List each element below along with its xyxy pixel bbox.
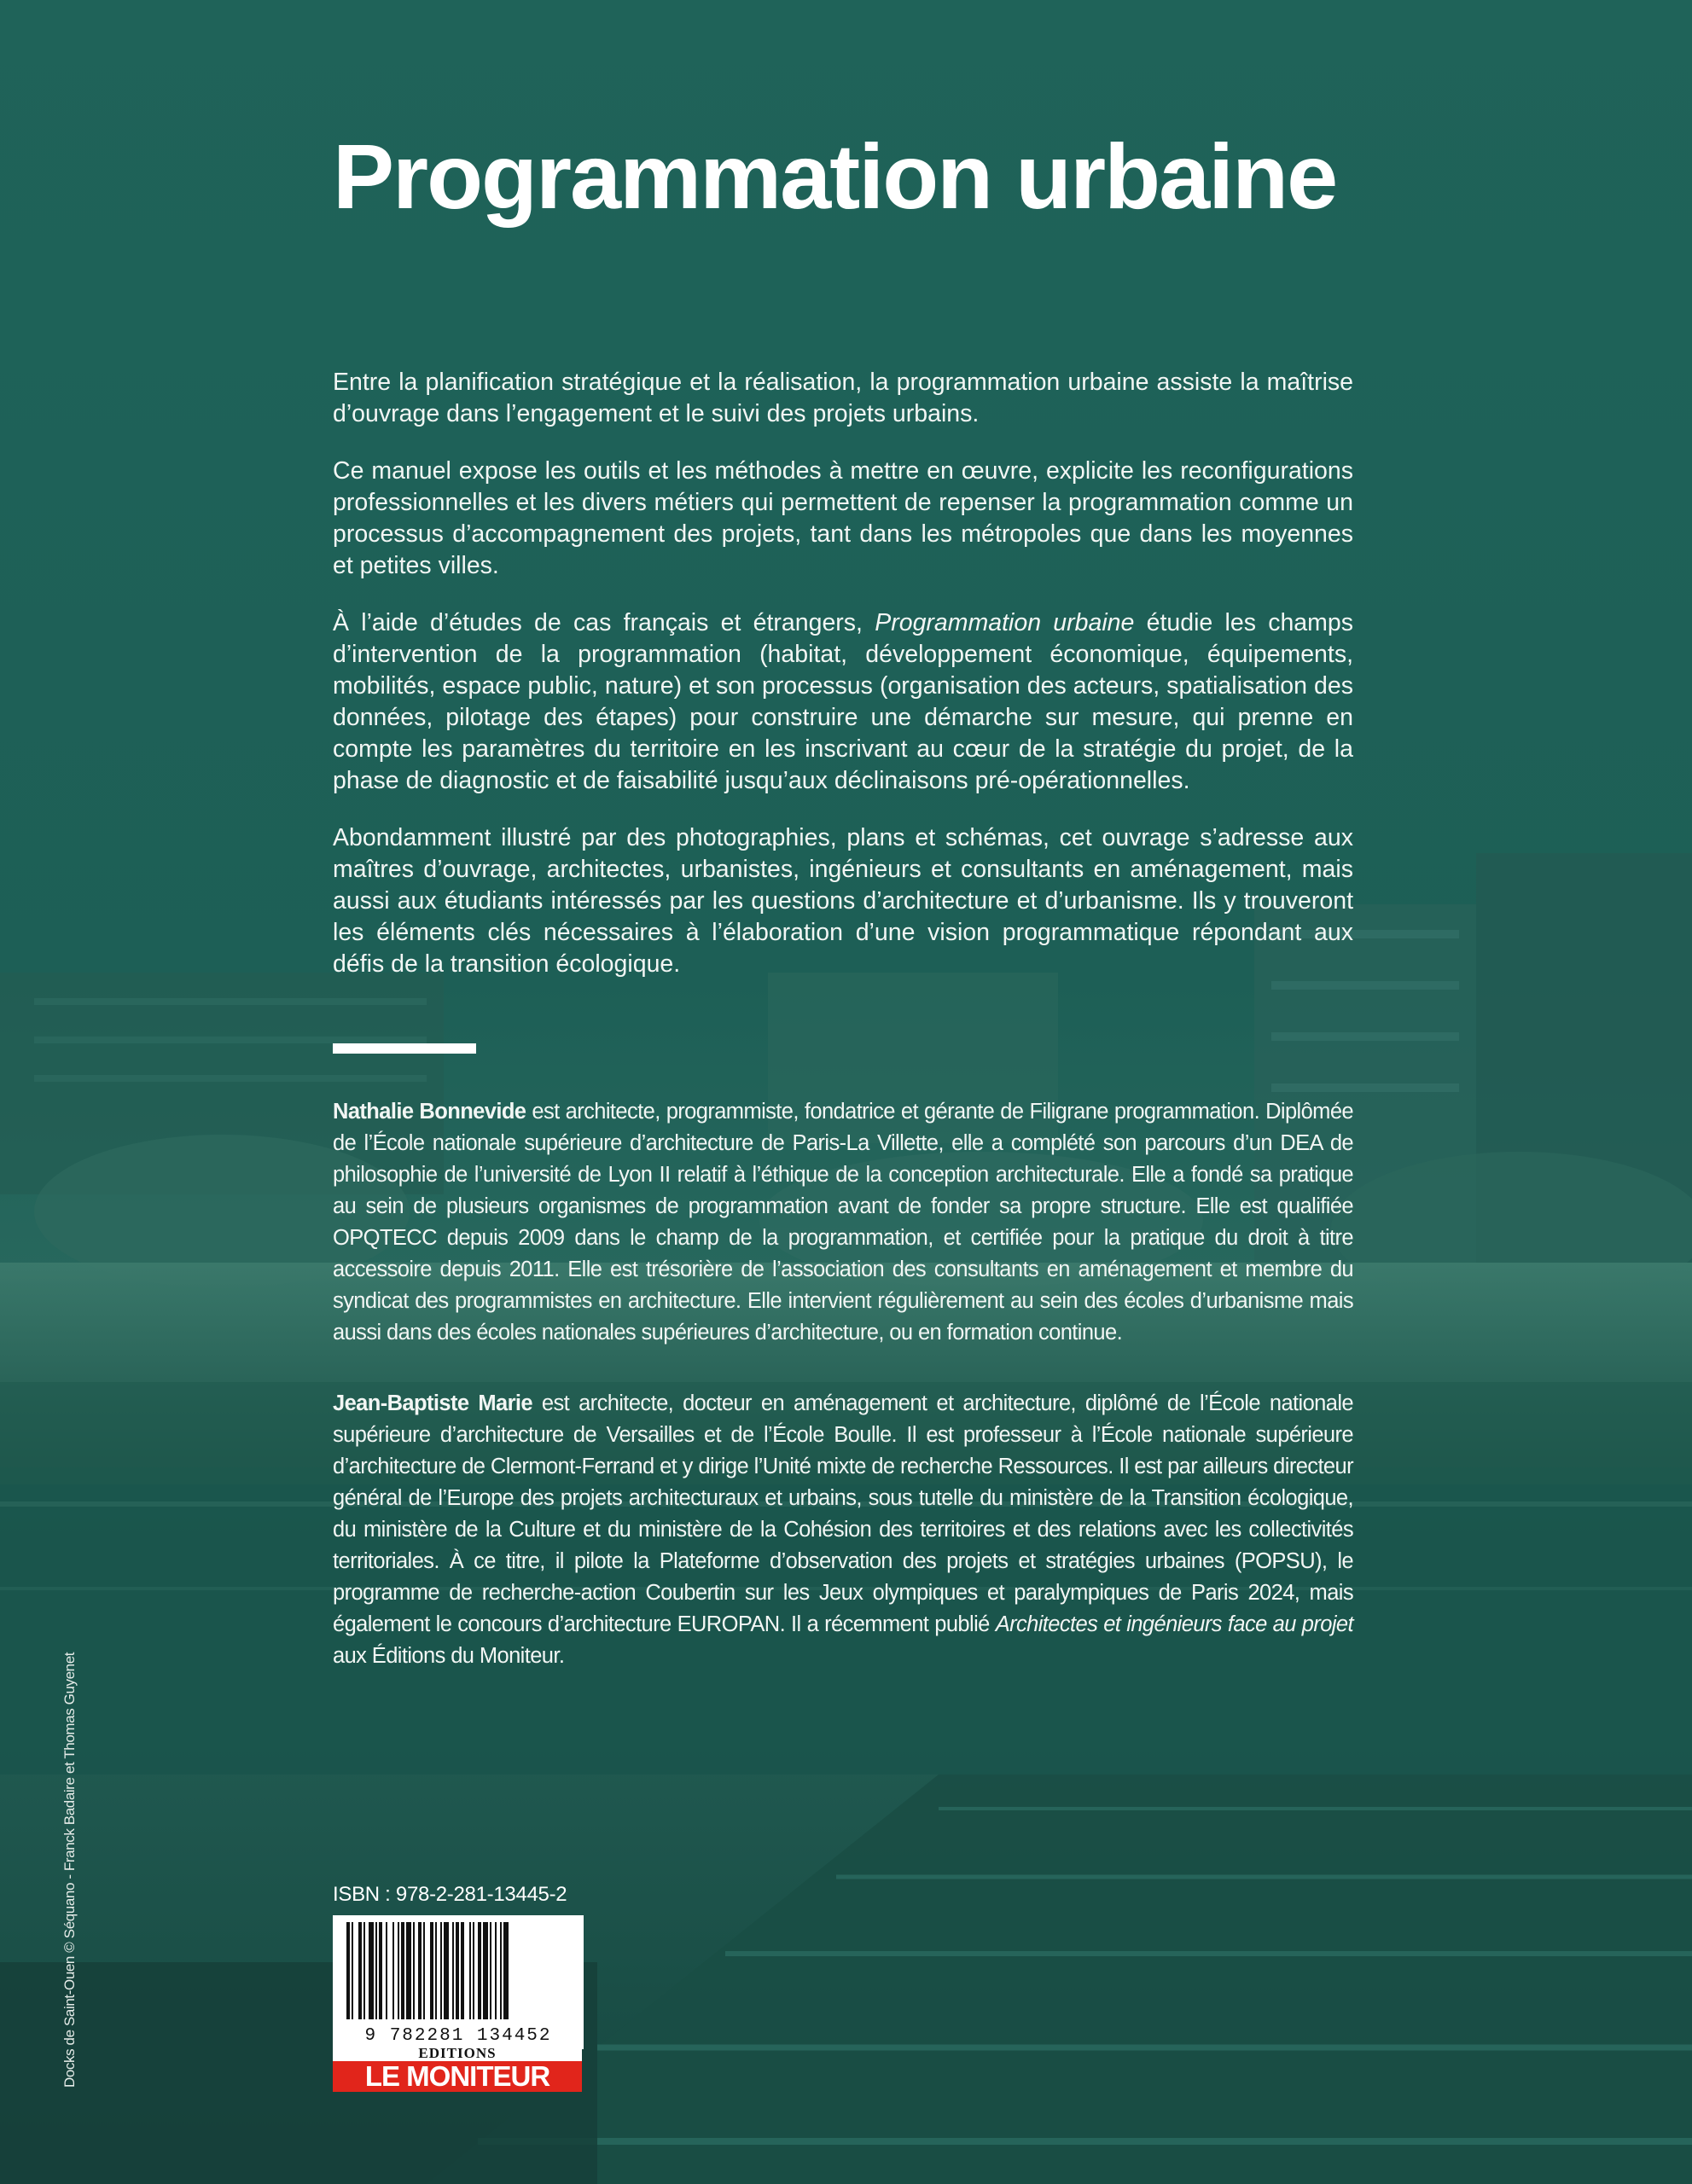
barcode-bar [363, 1922, 365, 2019]
author-bio-2 [333, 1388, 1353, 1672]
book-summary [333, 367, 1353, 1006]
author-name-2: Jean-Baptiste Marie [333, 1391, 532, 1415]
barcode-bar [401, 1922, 404, 2019]
page-title: Programmation urbaine [333, 125, 1337, 228]
section-divider [333, 1043, 476, 1054]
summary-paragraph-3-start: À l’aide d’études de cas français et étrangers, [333, 609, 875, 636]
barcode-bar [379, 1922, 382, 2019]
barcode-bar [430, 1922, 433, 2019]
barcode-bar [418, 1922, 422, 2019]
barcode-bar [495, 1922, 497, 2019]
author-bio-2-end: aux Éditions du Moniteur. [333, 1644, 565, 1668]
summary-paragraph-4: Abondamment illustré par des photographies, plans et schémas, cet ouvrage s’adresse aux maîtres d’ouvrage, architectes, urbanistes, ingénieurs et consultants en aménagement, mais aussi aux étudiants intéressés par les questions d’architecture et d’urbanisme. Ils y trouveront les éléments clés nécessaires à l’élaboration d’une vision programmatique répondant aux défis de la transition écologique. [333, 824, 1353, 978]
barcode-bar [473, 1922, 474, 2019]
barcode-bar [503, 1922, 509, 2019]
barcode-bar [440, 1922, 442, 2019]
summary-paragraph-3-end: étudie les champs d’intervention de la programmation (habitat, développement économique, équipements, mobilités, espace public, nature) et son processus (organisation des acteurs, spatialisation des données, pilotage des étapes) pour construire une démarche sur mesure, qui prenne en compte les paramètres du territoire en les inscrivant au cœur de la stratégie du projet, de la phase de diagnostic et de faisabilité jusqu’aux déclinaisons pré-opérationnelles. [333, 609, 1353, 794]
author-name-1: Nathalie Bonnevide [333, 1100, 526, 1124]
author-bio-2-text: est architecte, docteur en aménagement et architecture, diplômé de l’École nationale supérieure d’architecture de Versailles et de l’École Boulle. Il est professeur à l’École nationale supérieure d’architecture de Clermont-Ferrand et y dirige l’Unité mixte de recherche Ressources. Il est par ailleurs directeur général de l’Europe des projets architecturaux et urbains, sous tutelle du ministère de la Transition écologique, du ministère de la Culture et du ministère de la Cohésion des territoires et des relations avec les collectivités territoriales. À ce titre, il pilote la Plateforme d’observation des projets et stratégies urbaines (POPSU), le programme de recherche-action Coubertin sur les Jeux olympiques et paralympiques de Paris 2024, mais également le concours d’architecture EUROPAN. Il a récemment publié [333, 1391, 1353, 1636]
barcode-bar [398, 1922, 399, 2019]
barcode-bar [435, 1922, 437, 2019]
barcode-bar [483, 1922, 488, 2019]
barcode-bars [334, 1917, 582, 2024]
barcode-bar [406, 1922, 411, 2019]
book-title-italic: Programmation urbaine [875, 609, 1135, 636]
author-bio-1-text: est architecte, programmiste, fondatrice et gérante de Filigrane programmation. Diplômée de l’École nationale supérieure d’architecture de Paris-La Villette, elle a complété son parcours d’un DEA de philosophie de l’université de Lyon II relatif à l’éthique de la conception architecturale. Elle a fondé sa pratique au sein de plusieurs organismes de programmation avant de fonder sa propre structure. Elle est qualifiée OPQTECC depuis 2009 dans le champ de la programmation, et certifiée pour la pratique du droit à titre accessoire depuis 2011. Elle est trésorière de l’association des consultants en aménagement et membre du syndicat des programmistes en architecture. Elle intervient régulièrement au sein des écoles d’urbanisme mais aussi dans des écoles nationales supérieures d’architecture, ou en formation continue. [333, 1100, 1353, 1345]
barcode-bar [469, 1922, 471, 2019]
barcode-bar [452, 1922, 454, 2019]
barcode-digits: 9 782281 134452 [364, 2026, 552, 2046]
photo-credit: Docks de Saint-Ouen © Séquano - Franck Badaire et Thomas Guyenet [61, 1652, 78, 2088]
barcode [333, 1915, 584, 2049]
referenced-book-title: Architectes et ingénieurs face au projet [995, 1612, 1353, 1636]
isbn-label: ISBN : 978-2-281-13445-2 [333, 1883, 567, 1906]
publisher-logo [333, 2046, 582, 2092]
publisher-logo-editions: EDITIONS [333, 2046, 582, 2061]
barcode-bar [456, 1922, 459, 2019]
summary-paragraph-1: Entre la planification stratégique et la réalisation, la programmation urbaine assiste la maîtrise d’ouvrage dans l’engagement et le suivi des projets urbains. [333, 369, 1353, 427]
barcode-bar [358, 1922, 362, 2019]
summary-paragraph-3 [333, 607, 1353, 797]
barcode-bar [478, 1922, 481, 2019]
barcode-bar [413, 1922, 415, 2019]
barcode-bar [352, 1922, 353, 2019]
barcode-bar [490, 1922, 491, 2019]
barcode-bar [444, 1922, 449, 2019]
author-bios [333, 1096, 1353, 1711]
barcode-bar [346, 1922, 350, 2019]
barcode-bar [369, 1922, 374, 2019]
barcode-bar [500, 1922, 502, 2019]
barcode-bar [375, 1922, 377, 2019]
summary-paragraph-2: Ce manuel expose les outils et les méthodes à mettre en œuvre, explicite les reconfigurations professionnelles et les divers métiers qui permettent de repenser la programmation comme un processus d’accompagnement des projets, tant dans les métropoles que dans les moyennes et petites villes. [333, 457, 1353, 579]
barcode-bar [461, 1922, 464, 2019]
barcode-bar [423, 1922, 425, 2019]
author-bio-1 [333, 1096, 1353, 1349]
barcode-bar [392, 1922, 394, 2019]
barcode-bar [386, 1922, 387, 2019]
publisher-logo-brand: LE MONITEUR [333, 2061, 582, 2092]
